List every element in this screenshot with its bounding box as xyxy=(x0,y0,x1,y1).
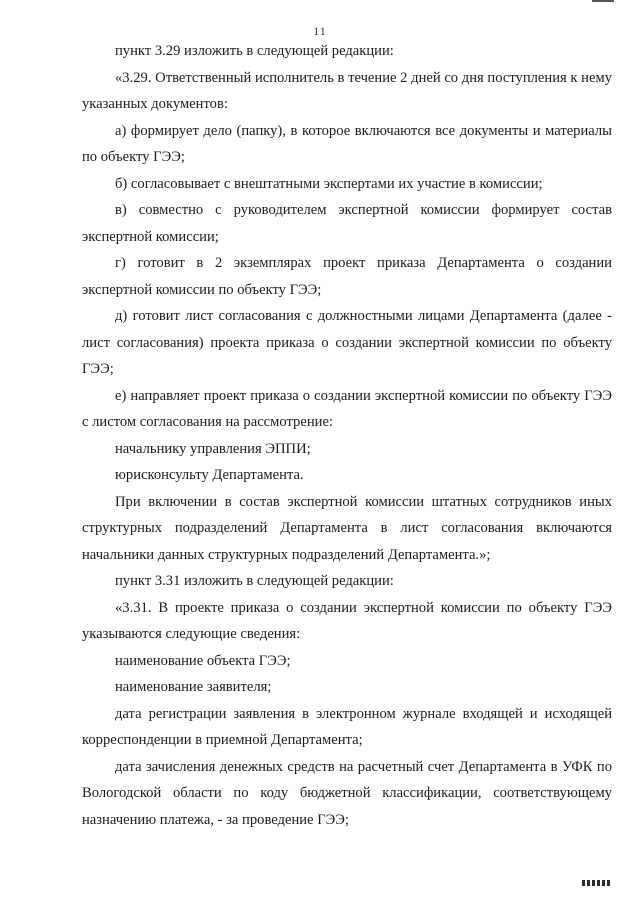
paragraph-16: дата регистрации заявления в электронном журнале входящей и исходящей корреспонденции в приемной Департамента; xyxy=(82,705,612,748)
paragraph-4: б) согласовывает с внештатными экспертами их участие в комиссии; xyxy=(115,175,543,192)
paragraph-14: наименование объекта ГЭЭ; xyxy=(115,652,291,669)
page-number: 11 xyxy=(313,24,327,38)
paragraph-2: «3.29. Ответственный исполнитель в течение 2 дней со дня поступления к нему указанных документов: xyxy=(82,69,612,112)
paragraph-13: «3.31. В проекте приказа о создании экспертной комиссии по объекту ГЭЭ указываются следующие сведения: xyxy=(82,599,612,642)
paragraph-1: пункт 3.29 изложить в следующей редакции: xyxy=(115,43,394,59)
paragraph-8: е) направляет проект приказа о создании экспертной комиссии по объекту ГЭЭ с листом согласования на рассмотрение: xyxy=(82,387,612,430)
paragraph-10: юрисконсульту Департамента. xyxy=(115,467,304,483)
paragraph-15: наименование заявителя; xyxy=(115,679,272,695)
paragraph-6: г) готовит в 2 экземплярах проект приказа Департамента о создании экспертной комиссии по объекту ГЭЭ; xyxy=(82,255,612,298)
paragraph-11: При включении в состав экспертной комиссии штатных сотрудников иных структурных подразделений Департамента в лист согласования включаются начальники данных структурных подразделений Департамента.»; xyxy=(82,493,612,563)
paragraph-12: пункт 3.31 изложить в следующей редакции: xyxy=(115,573,394,589)
paragraph-5: в) совместно с руководителем экспертной комиссии формирует состав экспертной комиссии; xyxy=(82,202,612,245)
paragraph-17: дата зачисления денежных средств на расчетный счет Департамента в УФК по Вологодской области по коду бюджетной классификации, соответствующему назначению платежа, - за проведение ГЭЭ; xyxy=(82,758,612,828)
scan-corner-mark xyxy=(592,0,614,2)
scan-footer-mark xyxy=(582,880,610,886)
document-body xyxy=(82,38,612,833)
paragraph-7: д) готовит лист согласования с должностными лицами Департамента (далее - лист согласования) проекта приказа о создании экспертной комиссии по объекту ГЭЭ; xyxy=(82,308,612,377)
paragraph-3: а) формирует дело (папку), в которое включаются все документы и материалы по объекту ГЭЭ; xyxy=(82,122,612,165)
paragraph-9: начальнику управления ЭППИ; xyxy=(115,440,311,457)
